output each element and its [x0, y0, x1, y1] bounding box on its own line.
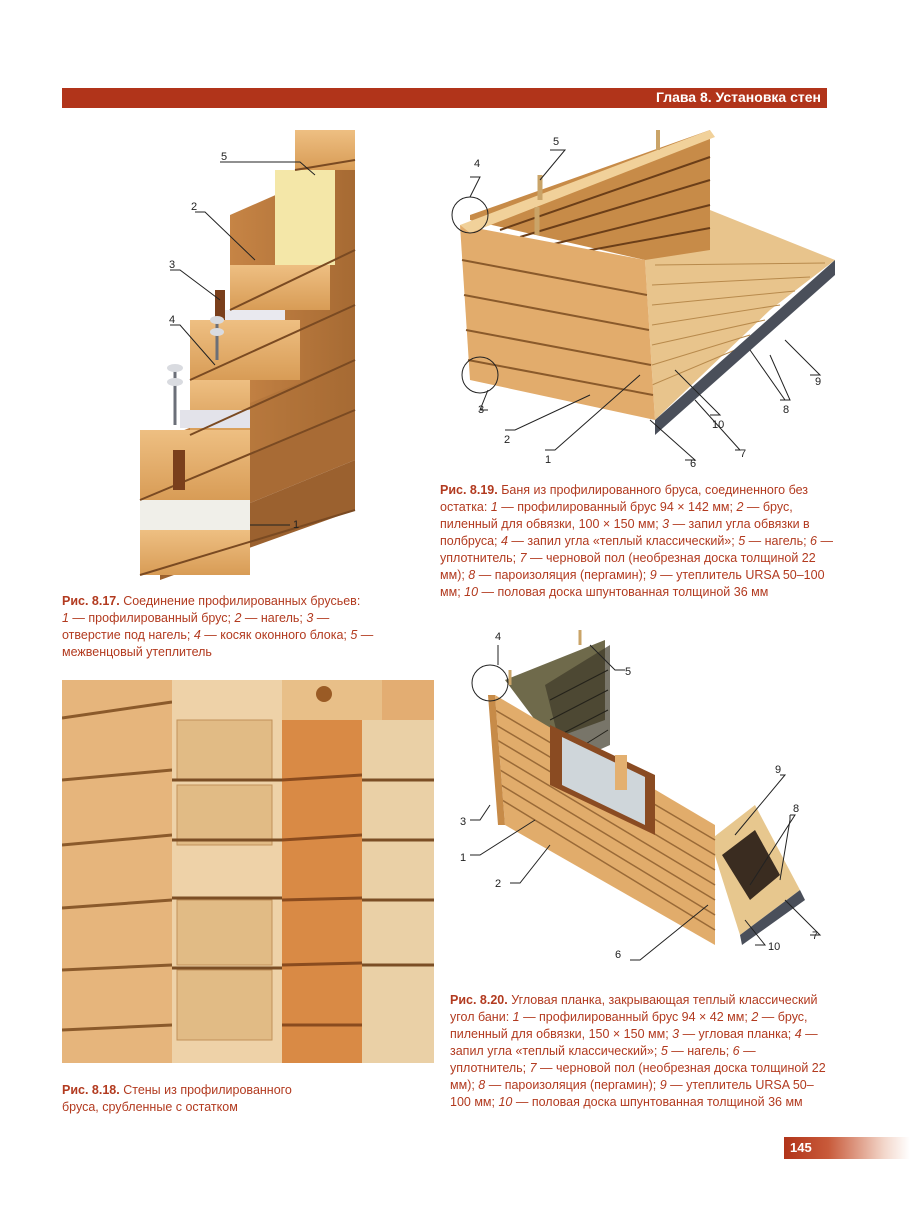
- page-number: 145: [790, 1140, 812, 1155]
- fig820-label-1: 1: [460, 852, 467, 864]
- fig817-item-text: — нагель;: [241, 611, 307, 625]
- fig820-label-6: 6: [615, 949, 622, 961]
- fig819-label-4: 4: [474, 158, 481, 170]
- fig820-label-5: 5: [625, 666, 632, 678]
- fig820-label-10: 10: [768, 941, 781, 953]
- fig817-caption-title: Рис. 8.17.: [62, 594, 120, 608]
- left-wall-logs: [62, 680, 172, 1063]
- fig820-label-3: 3: [460, 816, 467, 828]
- figure-8-18-photo: [62, 680, 434, 1063]
- fig819-item-text: — уплотнитель;: [440, 534, 833, 565]
- fig820-label-2: 2: [495, 878, 502, 890]
- fig817-label-4: 4: [169, 314, 176, 326]
- fig820-item-text: — нагель;: [667, 1044, 733, 1058]
- fig819-item-num: 5: [738, 534, 746, 548]
- figure-8-19-caption: [440, 482, 840, 601]
- fig819-item-num: 1: [490, 500, 498, 514]
- fig820-label-8: 8: [793, 803, 800, 815]
- fig820-item-num: 9: [659, 1078, 667, 1092]
- figure-8-20-caption: [450, 992, 830, 1111]
- fig819-item-num: 4: [500, 534, 508, 548]
- fig819-caption-text: Баня из профилированного бруса, соединенного без остатка:: [440, 483, 809, 514]
- fig820-item-text: — запил угла «теплый классический»;: [450, 1027, 818, 1058]
- fig819-label-7: 7: [740, 448, 747, 460]
- fig819-item-text: — брус, пиленный для обвязки, 100 × 150 мм;: [440, 500, 793, 531]
- fig820-item-num: 7: [529, 1061, 537, 1075]
- fig819-caption-title: Рис. 8.19.: [440, 483, 498, 497]
- fig820-item-num: 10: [498, 1095, 513, 1109]
- fig820-label-4: 4: [495, 631, 502, 643]
- fig819-label-3: 3: [478, 404, 485, 416]
- fig819-item-num: 2: [736, 500, 744, 514]
- figure-8-19-illustration: [440, 125, 840, 470]
- fig817-label-3: 3: [169, 259, 176, 271]
- fig817-label-1: 1: [293, 519, 300, 531]
- fig820-label-7: 7: [812, 930, 819, 942]
- fig820-caption-title: Рис. 8.20.: [450, 993, 508, 1007]
- fig819-label-9: 9: [815, 376, 822, 388]
- fig820-label-9: 9: [775, 764, 782, 776]
- figure-8-17-caption: [62, 593, 382, 661]
- fig817-item-text: — межвенцовый утеплитель: [62, 628, 374, 659]
- fig819-item-text: — половая доска шпунтованная толщиной 36 мм: [478, 585, 769, 599]
- fig820-item-text: — уплотнитель;: [450, 1044, 756, 1075]
- fig817-item-text: — отверстие под нагель;: [62, 611, 330, 642]
- fig819-item-text: — профилированный брус 94 × 142 мм;: [497, 500, 737, 514]
- fig818-caption-text: Стены из профилированного бруса, срубленные с остатком: [62, 1083, 292, 1114]
- fig820-item-num: 8: [478, 1078, 486, 1092]
- fig819-item-text: — черновой пол (необрезная доска толщиной 22 мм);: [440, 551, 816, 582]
- fig817-item-num: 1: [62, 611, 69, 625]
- page-number-bar: [784, 1137, 910, 1159]
- fig819-item-num: 3: [662, 517, 670, 531]
- figure-8-17-illustration: [125, 120, 385, 580]
- figure-8-18-caption: [62, 1082, 332, 1116]
- fig819-label-1: 1: [545, 454, 552, 466]
- fig819-item-num: 8: [468, 568, 476, 582]
- fig818-caption-title: Рис. 8.18.: [62, 1083, 120, 1097]
- fig820-item-text: — черновой пол (необрезная доска толщиной 22 мм);: [450, 1061, 826, 1092]
- fig820-caption-text: Угловая планка, закрывающая теплый классический угол бани:: [450, 993, 818, 1024]
- fig820-item-num: 4: [794, 1027, 802, 1041]
- fig819-item-num: 10: [464, 585, 479, 599]
- fig820-item-text: — угловая планка;: [679, 1027, 795, 1041]
- fig819-label-2: 2: [504, 434, 511, 446]
- fig819-item-num: 7: [519, 551, 527, 565]
- fig819-item-text: — нагель;: [745, 534, 811, 548]
- fig819-label-5: 5: [553, 136, 560, 148]
- fig817-label-5: 5: [221, 151, 228, 163]
- fig819-label-6: 6: [690, 458, 697, 470]
- fig817-item-num: 3: [306, 611, 314, 625]
- fig819-item-text: — пароизоляция (пергамин);: [475, 568, 650, 582]
- fig819-label-10: 10: [712, 419, 725, 431]
- fig817-item-text: — косяк оконного блока;: [200, 628, 351, 642]
- fig820-item-num: 6: [732, 1044, 740, 1058]
- fig817-caption-text: Соединение профилированных брусьев:: [119, 594, 361, 608]
- fig819-item-text: — запил угла обвязки в полбруса;: [440, 517, 810, 548]
- fig817-item-num: 2: [234, 611, 242, 625]
- fig817-item-num: 4: [193, 628, 201, 642]
- fig820-item-num: 2: [751, 1010, 759, 1024]
- fig820-item-text: — пароизоляция (пергамин);: [485, 1078, 660, 1092]
- fig820-item-text: — половая доска шпунтованная толщиной 36 мм: [512, 1095, 803, 1109]
- fig819-item-num: 6: [810, 534, 817, 548]
- fig817-item-num: 5: [350, 628, 358, 642]
- fig819-item-text: — запил угла «теплый классический»;: [507, 534, 739, 548]
- fig817-item-text: — профилированный брус;: [68, 611, 235, 625]
- fig820-item-num: 3: [672, 1027, 680, 1041]
- fig817-label-2: 2: [191, 201, 198, 213]
- fig820-item-text: — брус, пиленный для обвязки, 150 × 150 мм;: [450, 1010, 808, 1041]
- figure-8-20-illustration: [450, 625, 840, 965]
- fig820-item-text: — утеплитель URSA 50–100 мм;: [450, 1078, 814, 1109]
- fig819-item-num: 9: [649, 568, 657, 582]
- chapter-title: Глава 8. Установка стен: [655, 89, 821, 105]
- fig820-item-text: — профилированный брус 94 × 42 мм;: [519, 1010, 752, 1024]
- fig820-item-num: 1: [512, 1010, 520, 1024]
- fig820-item-num: 5: [660, 1044, 668, 1058]
- fig819-item-text: — утеплитель URSA 50–100 мм;: [440, 568, 825, 599]
- fig819-label-8: 8: [783, 404, 790, 416]
- chapter-header-bar: [62, 88, 827, 108]
